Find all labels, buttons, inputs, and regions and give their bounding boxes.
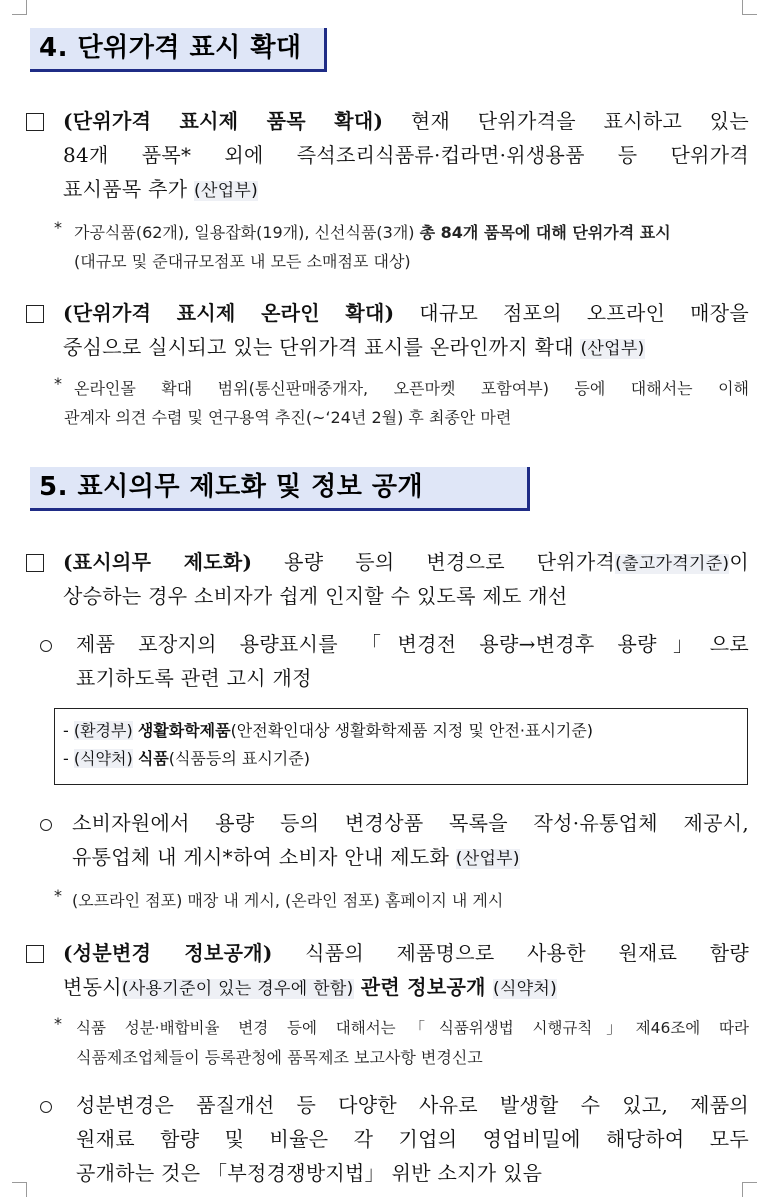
checkbox-square-icon xyxy=(26,945,44,963)
agency-tag: (식약처) xyxy=(493,979,558,999)
note-display-location: * (오프라인 점포) 매장 내 게시, (온라인 점포) 홈페이지 내 게시 xyxy=(54,886,504,910)
circle-bullet-icon xyxy=(40,1101,52,1113)
checkbox-square-icon xyxy=(26,554,44,572)
reference-box: - (환경부) 생활화학제품(안전확인대상 생활화학제품 지정 및 안전·표시기준) - (식약처) 식품(식품등의 표시기준) xyxy=(54,708,748,785)
item-title: (단위가격 표시제 온라인 확대) xyxy=(63,301,395,325)
note-online-scope: * 온라인몰 확대 범위(통신판매중개자, 오픈마켓 포함여부) 등에 대해서는 이해 관계자 의견 수렴 및 연구용역 추진(~‘24년 2월) 후 최종안 마련 xyxy=(54,374,749,427)
section-5-heading: 5. 표시의무 제도화 및 정보 공개 xyxy=(30,467,530,511)
item-package-label: 제품 포장지의 용량표시를 「변경전 용량→변경후 용량」으로 표기하도록 관련 고시 개정 xyxy=(26,627,749,695)
item-ingredient-disclosure: (성분변경 정보공개) 식품의 제품명으로 사용한 원재료 함량 변동시(사용기준이 있는 경우에 한함) 관련 정보공개 (식약처) xyxy=(26,936,749,1004)
agency-tag: (산업부) xyxy=(194,181,259,201)
note-food-regulation: * 식품 성분·배합비율 변경 등에 대해서는「식품위생법 시행규칙」제46조에 따라 식품제조업체들이 등록관청에 품목제조 보고사항 변경신고 xyxy=(54,1014,749,1067)
circle-bullet-icon xyxy=(40,640,52,652)
note-84-items: * 가공식품(62개), 일용잡화(19개), 신선식품(3개) 총 84개 품목에 대해 단위가격 표시 (대규모 및 준대규모점포 내 모든 소매점포 대상) xyxy=(54,218,671,271)
crop-mark-top-right xyxy=(742,0,757,15)
agency-tag: (산업부) xyxy=(455,849,520,869)
item-title: (표시의무 제도화) xyxy=(63,550,253,574)
crop-mark-bottom-left xyxy=(12,1182,27,1197)
item-unit-price-items: (단위가격 표시제 품목 확대) 현재 단위가격을 표시하고 있는 84개 품목* 외에 즉석조리식품류·컵라면·위생용품 등 단위가격 표시품목 추가 (산업부) xyxy=(26,104,749,206)
item-mandatory-display: (표시의무 제도화) 용량 등의 변경으로 단위가격(출고가격기준)이 상승하는 경우 소비자가 쉽게 인지할 수 있도록 제도 개선 xyxy=(26,545,749,613)
crop-mark-top-left xyxy=(12,0,27,15)
circle-bullet-icon xyxy=(40,819,52,831)
checkbox-square-icon xyxy=(26,305,44,323)
checkbox-square-icon xyxy=(26,113,44,131)
section-4-heading: 4. 단위가격 표시 확대 xyxy=(30,28,327,72)
item-consumer-agency: 소비자원에서 용량 등의 변경상품 목록을 작성·유통업체 제공시, 유통업체 내 게시*하여 소비자 안내 제도화 (산업부) xyxy=(26,806,749,874)
item-title: (성분변경 정보공개) xyxy=(63,941,273,965)
item-unit-price-online: (단위가격 표시제 온라인 확대) 대규모 점포의 오프라인 매장을 중심으로 실시되고 있는 단위가격 표시를 온라인까지 확대 (산업부) xyxy=(26,296,749,364)
item-title: (단위가격 표시제 품목 확대) xyxy=(63,109,384,133)
item-ingredient-reason: 성분변경은 품질개선 등 다양한 사유로 발생할 수 있고, 제품의 원재료 함량 및 비율은 각 기업의 영업비밀에 해당하여 모두 공개하는 것은 「부정경쟁방지법」 위반 소지가 있음 xyxy=(26,1088,749,1190)
agency-tag: (산업부) xyxy=(580,339,645,359)
